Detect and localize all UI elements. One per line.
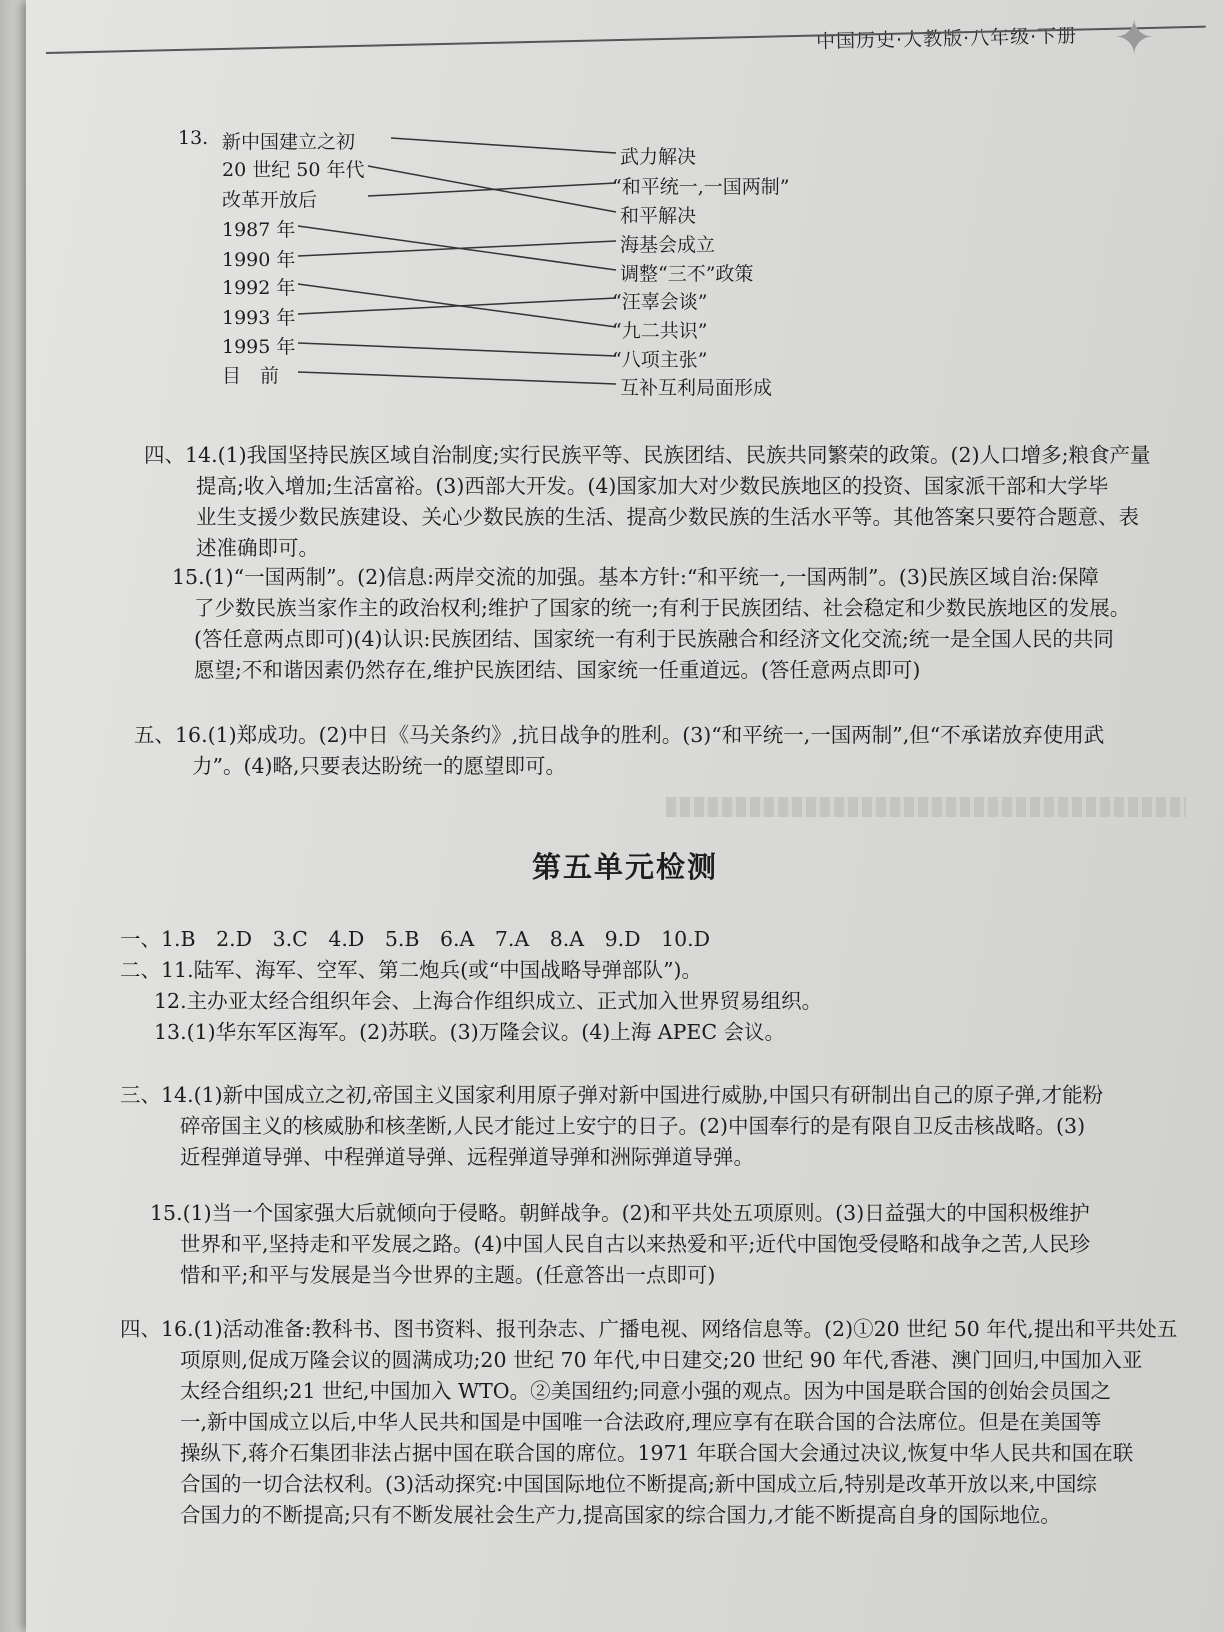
match-right-item: “汪辜会谈”: [612, 291, 708, 313]
running-header: 中国历史·人教版·八年级·下册: [815, 25, 1078, 53]
matching-question: [26, 0, 1224, 420]
answer-block-unit5-15: [150, 1198, 1090, 1291]
match-right-item: “九二共识”: [612, 320, 708, 342]
match-right-item: 和平解决: [620, 205, 697, 227]
answer-line: (答任意两点即可)(4)认识:民族团结、国家统一有利于民族融合和经济文化交流;统一是全国人民的共同: [194, 627, 1114, 651]
answer-line: 12.主办亚太经合组织年会、上海合作组织成立、正式加入世界贸易组织。: [154, 989, 823, 1013]
match-line: [298, 298, 616, 314]
match-left-item: 1995 年: [222, 336, 296, 358]
answer-line: 近程弹道导弹、中程弹道导弹、远程弹道导弹和洲际弹道导弹。: [180, 1145, 754, 1169]
answer-line: 操纵下,蒋介石集团非法占据中国在联合国的席位。1971 年联合国大会通过决议,恢复中华人民共和国在联: [180, 1441, 1134, 1465]
answer-line: 三、14.(1)新中国成立之初,帝国主义国家利用原子弹对新中国进行威胁,中国只有研制出自己的原子弹,才能粉: [120, 1083, 1104, 1107]
match-left-item: 目 前: [222, 365, 280, 387]
answer-line: 碎帝国主义的核威胁和核垄断,人民才能过上安宁的日子。(2)中国奉行的是有限自卫反击核战略。(3): [180, 1114, 1086, 1138]
answer-line: 一、1.B 2.D 3.C 4.D 5.B 6.A 7.A 8.A 9.D 10.D: [120, 927, 711, 951]
answer-line: 15.(1)当一个国家强大后就倾向于侵略。朝鲜战争。(2)和平共处五项原则。(3)日益强大的中国积极维护: [150, 1201, 1090, 1225]
unit-title: 第五单元检测: [531, 850, 718, 884]
answer-block-4-15: [172, 562, 1130, 686]
match-line: [298, 372, 616, 384]
answer-line: 惜和平;和平与发展是当今世界的主题。(任意答出一点即可): [180, 1263, 716, 1287]
document-page: [26, 0, 1224, 1632]
answer-line: 合国力的不断提高;只有不断发展社会生产力,提高国家的综合国力,才能不断提高自身的国际地位。: [180, 1503, 1061, 1527]
answer-line: 四、14.(1)我国坚持民族区域自治制度;实行民族平等、民族团结、民族共同繁荣的政策。(2)人口增多;粮食产量: [144, 443, 1151, 467]
answer-line: 五、16.(1)郑成功。(2)中日《马关条约》,抗日战争的胜利。(3)“和平统一,一国两制”,但“不承诺放弃使用武: [134, 723, 1105, 747]
answer-line: 力”。(4)略,只要表达盼统一的愿望即可。: [192, 754, 567, 778]
answer-line: 业生支援少数民族建设、关心少数民族的生活、提高少数民族的生活水平等。其他答案只要符合题意、表: [196, 505, 1139, 529]
match-left-item: 新中国建立之初: [222, 131, 356, 153]
answer-line: 15.(1)“一国两制”。(2)信息:两岸交流的加强。基本方针:“和平统一,一国两制”。(3)民族区域自治:保障: [172, 565, 1099, 589]
match-right-item: 海基会成立: [620, 234, 716, 256]
match-right-item: 互补互利局面形成: [620, 377, 773, 399]
answer-line: 世界和平,坚持走和平发展之路。(4)中国人民自古以来热爱和平;近代中国饱受侵略和战争之苦,人民珍: [180, 1232, 1090, 1256]
match-left-item: 1993 年: [222, 307, 296, 329]
match-right-item: “和平统一,一国两制”: [612, 176, 790, 198]
match-line: [391, 138, 616, 153]
answer-line: 四、16.(1)活动准备:教科书、图书资料、报刊杂志、广播电视、网络信息等。(2)①20 世纪 50 年代,提出和平共处五: [120, 1317, 1178, 1341]
answer-block-unit5-14: [120, 1080, 1103, 1173]
match-left-item: 1990 年: [222, 249, 296, 271]
match-left-item: 改革开放后: [222, 189, 318, 211]
match-left-item: 1992 年: [222, 277, 296, 299]
answer-line: 合国的一切合法权利。(3)活动探究:中国国际地位不断提高;新中国成立后,特别是改革开放以来,中国综: [180, 1472, 1097, 1496]
answer-line: 提高;收入增加;生活富裕。(3)西部大开发。(4)国家加大对少数民族地区的投资、国家派干部和大学毕: [196, 474, 1109, 498]
page-gutter: [0, 0, 26, 1632]
answer-line: 二、11.陆军、海军、空军、第二炮兵(或“中国战略导弹部队”)。: [120, 958, 703, 982]
answer-block-unit5-choices: [120, 924, 822, 1048]
answer-line: 项原则,促成万隆会议的圆满成功;20 世纪 70 年代,中日建交;20 世纪 90 年代,香港、澳门回归,中国加入亚: [180, 1348, 1143, 1372]
match-line: [298, 343, 616, 356]
match-line: [298, 241, 616, 256]
answer-block-unit5-16: [120, 1314, 1177, 1531]
faded-stamp-strip: [666, 797, 1186, 817]
header-decoration-icon: ✦: [1114, 10, 1155, 66]
match-right-item: “八项主张”: [612, 349, 708, 371]
answer-block-4-14: [144, 440, 1151, 564]
answer-block-5-16: [134, 720, 1104, 782]
question-number: 13.: [178, 127, 209, 149]
answer-line: 了少数民族当家作主的政治权利;维护了国家的统一;有利于民族团结、社会稳定和少数民族地区的发展。: [194, 596, 1131, 620]
match-right-item: 调整“三不”政策: [620, 263, 754, 285]
answer-line: 愿望;不和谐因素仍然存在,维护民族团结、国家统一任重道远。(答任意两点即可): [194, 658, 921, 682]
answer-line: 述准确即可。: [196, 536, 319, 560]
match-right-item: 武力解决: [620, 146, 697, 168]
match-left-item: 20 世纪 50 年代: [222, 159, 365, 181]
match-left-item: 1987 年: [222, 219, 296, 241]
answer-line: 太经合组织;21 世纪,中国加入 WTO。②美国纽约;同意小强的观点。因为中国是联合国的创始会员国之: [180, 1379, 1111, 1403]
answer-line: 13.(1)华东军区海军。(2)苏联。(3)万隆会议。(4)上海 APEC 会议。: [154, 1020, 786, 1044]
answer-line: 一,新中国成立以后,中华人民共和国是中国唯一合法政府,理应享有在联合国的合法席位。但是在美国等: [180, 1410, 1102, 1434]
match-line: [368, 183, 616, 196]
